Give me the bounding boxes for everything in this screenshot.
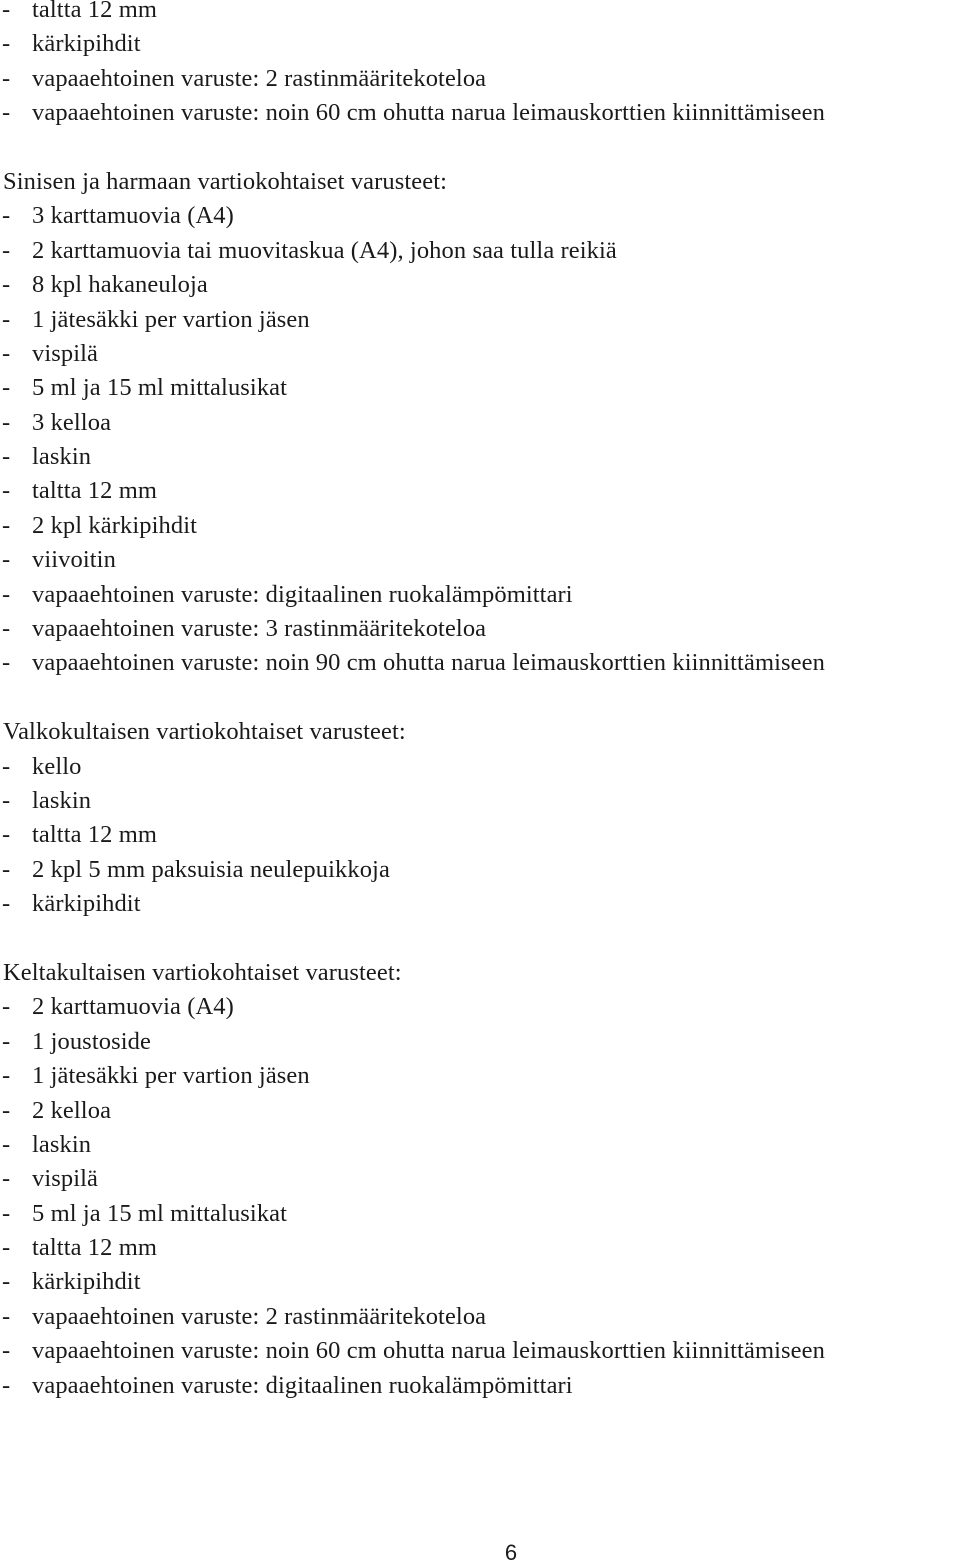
list-item-text: laskin bbox=[32, 1130, 92, 1158]
list-item-text: vapaaehtoinen varuste: digitaalinen ruokalämpömittari bbox=[32, 580, 573, 608]
list-item-text: taltta 12 mm bbox=[32, 477, 158, 505]
list-item-text: viivoitin bbox=[32, 546, 116, 574]
section-gap bbox=[0, 681, 960, 715]
list-dash: - bbox=[2, 890, 11, 918]
list-item bbox=[0, 62, 960, 96]
section-heading: Sinisen ja harmaan vartiokohtaiset varusteet: bbox=[3, 167, 448, 195]
list-dash: - bbox=[2, 1199, 11, 1227]
equipment-section bbox=[0, 956, 960, 1403]
list-dash: - bbox=[2, 1371, 11, 1399]
list-item bbox=[0, 1059, 960, 1093]
section-heading: Valkokultaisen vartiokohtaiset varusteet: bbox=[3, 718, 406, 746]
equipment-section bbox=[0, 715, 960, 921]
list-dash: - bbox=[2, 580, 11, 608]
list-item bbox=[0, 371, 960, 405]
list-item-text: 5 ml ja 15 ml mittalusikat bbox=[32, 1199, 288, 1227]
list-item-text: kärkipihdit bbox=[32, 30, 141, 58]
list-item-text: 2 kelloa bbox=[32, 1096, 112, 1124]
list-item-text: 2 kpl kärkipihdit bbox=[32, 511, 198, 539]
list-dash: - bbox=[2, 1130, 11, 1158]
list-item-text: vapaaehtoinen varuste: 2 rastinmääritekoteloa bbox=[32, 64, 487, 92]
list-item bbox=[0, 818, 960, 852]
list-item bbox=[0, 303, 960, 337]
list-item-text: vapaaehtoinen varuste: noin 60 cm ohutta narua leimauskorttien kiinnittämiseen bbox=[32, 1337, 825, 1365]
list-item bbox=[0, 474, 960, 508]
list-item-text: vapaaehtoinen varuste: digitaalinen ruokalämpömittari bbox=[32, 1371, 573, 1399]
list-item bbox=[0, 1128, 960, 1162]
list-item-text: 2 kpl 5 mm paksuisia neulepuikkoja bbox=[32, 855, 390, 883]
list-dash: - bbox=[2, 855, 11, 883]
list-item-text: taltta 12 mm bbox=[32, 0, 158, 23]
list-item bbox=[0, 1369, 960, 1403]
list-dash: - bbox=[2, 546, 11, 574]
list-item bbox=[0, 1231, 960, 1265]
list-item bbox=[0, 440, 960, 474]
list-item-text: 1 jätesäkki per vartion jäsen bbox=[32, 1062, 310, 1090]
list-item-text: taltta 12 mm bbox=[32, 1234, 158, 1262]
list-dash: - bbox=[2, 374, 11, 402]
list-item-text: vapaaehtoinen varuste: 2 rastinmääritekoteloa bbox=[32, 1302, 487, 1330]
list-item bbox=[0, 887, 960, 921]
list-item-text: vispilä bbox=[32, 339, 99, 367]
list-dash: - bbox=[2, 1096, 11, 1124]
list-item-text: kärkipihdit bbox=[32, 1268, 141, 1296]
list-item bbox=[0, 27, 960, 61]
list-dash: - bbox=[2, 64, 11, 92]
list-dash: - bbox=[2, 1337, 11, 1365]
list-dash: - bbox=[2, 443, 11, 471]
list-item bbox=[0, 1300, 960, 1334]
section-gap bbox=[0, 131, 960, 165]
list-item-text: 5 ml ja 15 ml mittalusikat bbox=[32, 374, 288, 402]
list-item-text: laskin bbox=[32, 443, 92, 471]
list-item-text: 1 jätesäkki per vartion jäsen bbox=[32, 305, 310, 333]
section-gap bbox=[0, 922, 960, 956]
list-item bbox=[0, 0, 960, 27]
list-item bbox=[0, 509, 960, 543]
list-dash: - bbox=[2, 649, 11, 677]
equipment-sections bbox=[0, 131, 960, 1403]
list-item bbox=[0, 784, 960, 818]
list-dash: - bbox=[2, 305, 11, 333]
list-item-text: vapaaehtoinen varuste: noin 90 cm ohutta narua leimauskorttien kiinnittämiseen bbox=[32, 649, 825, 677]
list-item-text: kärkipihdit bbox=[32, 890, 141, 918]
list-item bbox=[0, 646, 960, 680]
list-dash: - bbox=[2, 1234, 11, 1262]
list-item-text: vapaaehtoinen varuste: noin 60 cm ohutta narua leimauskorttien kiinnittämiseen bbox=[32, 99, 825, 127]
list-item bbox=[0, 268, 960, 302]
list-dash: - bbox=[2, 477, 11, 505]
list-item-text: kello bbox=[32, 752, 82, 780]
list-dash: - bbox=[2, 236, 11, 264]
list-dash: - bbox=[2, 271, 11, 299]
list-dash: - bbox=[2, 1027, 11, 1055]
list-dash: - bbox=[2, 202, 11, 230]
list-item-text: taltta 12 mm bbox=[32, 821, 158, 849]
list-item-text: laskin bbox=[32, 786, 92, 814]
list-dash: - bbox=[2, 99, 11, 127]
equipment-section bbox=[0, 165, 960, 681]
list-item bbox=[0, 853, 960, 887]
list-item bbox=[0, 990, 960, 1024]
list-dash: - bbox=[2, 339, 11, 367]
list-item bbox=[0, 1265, 960, 1299]
list-dash: - bbox=[2, 1302, 11, 1330]
list-dash: - bbox=[2, 30, 11, 58]
list-item bbox=[0, 1162, 960, 1196]
list-item bbox=[0, 750, 960, 784]
list-dash: - bbox=[2, 786, 11, 814]
list-dash: - bbox=[2, 408, 11, 436]
list-item bbox=[0, 234, 960, 268]
list-dash: - bbox=[2, 0, 11, 23]
list-item-text: 2 karttamuovia tai muovitaskua (A4), johon saa tulla reikiä bbox=[32, 236, 617, 264]
list-dash: - bbox=[2, 993, 11, 1021]
list-item bbox=[0, 406, 960, 440]
list-item bbox=[0, 612, 960, 646]
list-dash: - bbox=[2, 821, 11, 849]
list-dash: - bbox=[2, 752, 11, 780]
list-dash: - bbox=[2, 615, 11, 643]
list-dash: - bbox=[2, 511, 11, 539]
list-dash: - bbox=[2, 1062, 11, 1090]
list-item bbox=[0, 543, 960, 577]
list-item-text: 3 kelloa bbox=[32, 408, 112, 436]
list-item bbox=[0, 199, 960, 233]
list-item bbox=[0, 1197, 960, 1231]
list-item-text: vapaaehtoinen varuste: 3 rastinmääritekoteloa bbox=[32, 615, 487, 643]
list-item-text: 8 kpl hakaneuloja bbox=[32, 271, 208, 299]
list-dash: - bbox=[2, 1165, 11, 1193]
list-item-text: 1 joustoside bbox=[32, 1027, 151, 1055]
list-item bbox=[0, 1334, 960, 1368]
list-item bbox=[0, 1025, 960, 1059]
list-item-text: 2 karttamuovia (A4) bbox=[32, 993, 234, 1021]
list-item bbox=[0, 337, 960, 371]
continued-equipment-list bbox=[0, 0, 960, 131]
list-item bbox=[0, 1094, 960, 1128]
page-number: 6 bbox=[504, 1540, 518, 1565]
list-item-text: 3 karttamuovia (A4) bbox=[32, 202, 234, 230]
list-item bbox=[0, 578, 960, 612]
list-item bbox=[0, 96, 960, 130]
section-heading: Keltakultaisen vartiokohtaiset varusteet: bbox=[3, 958, 402, 986]
list-dash: - bbox=[2, 1268, 11, 1296]
list-item-text: vispilä bbox=[32, 1165, 99, 1193]
